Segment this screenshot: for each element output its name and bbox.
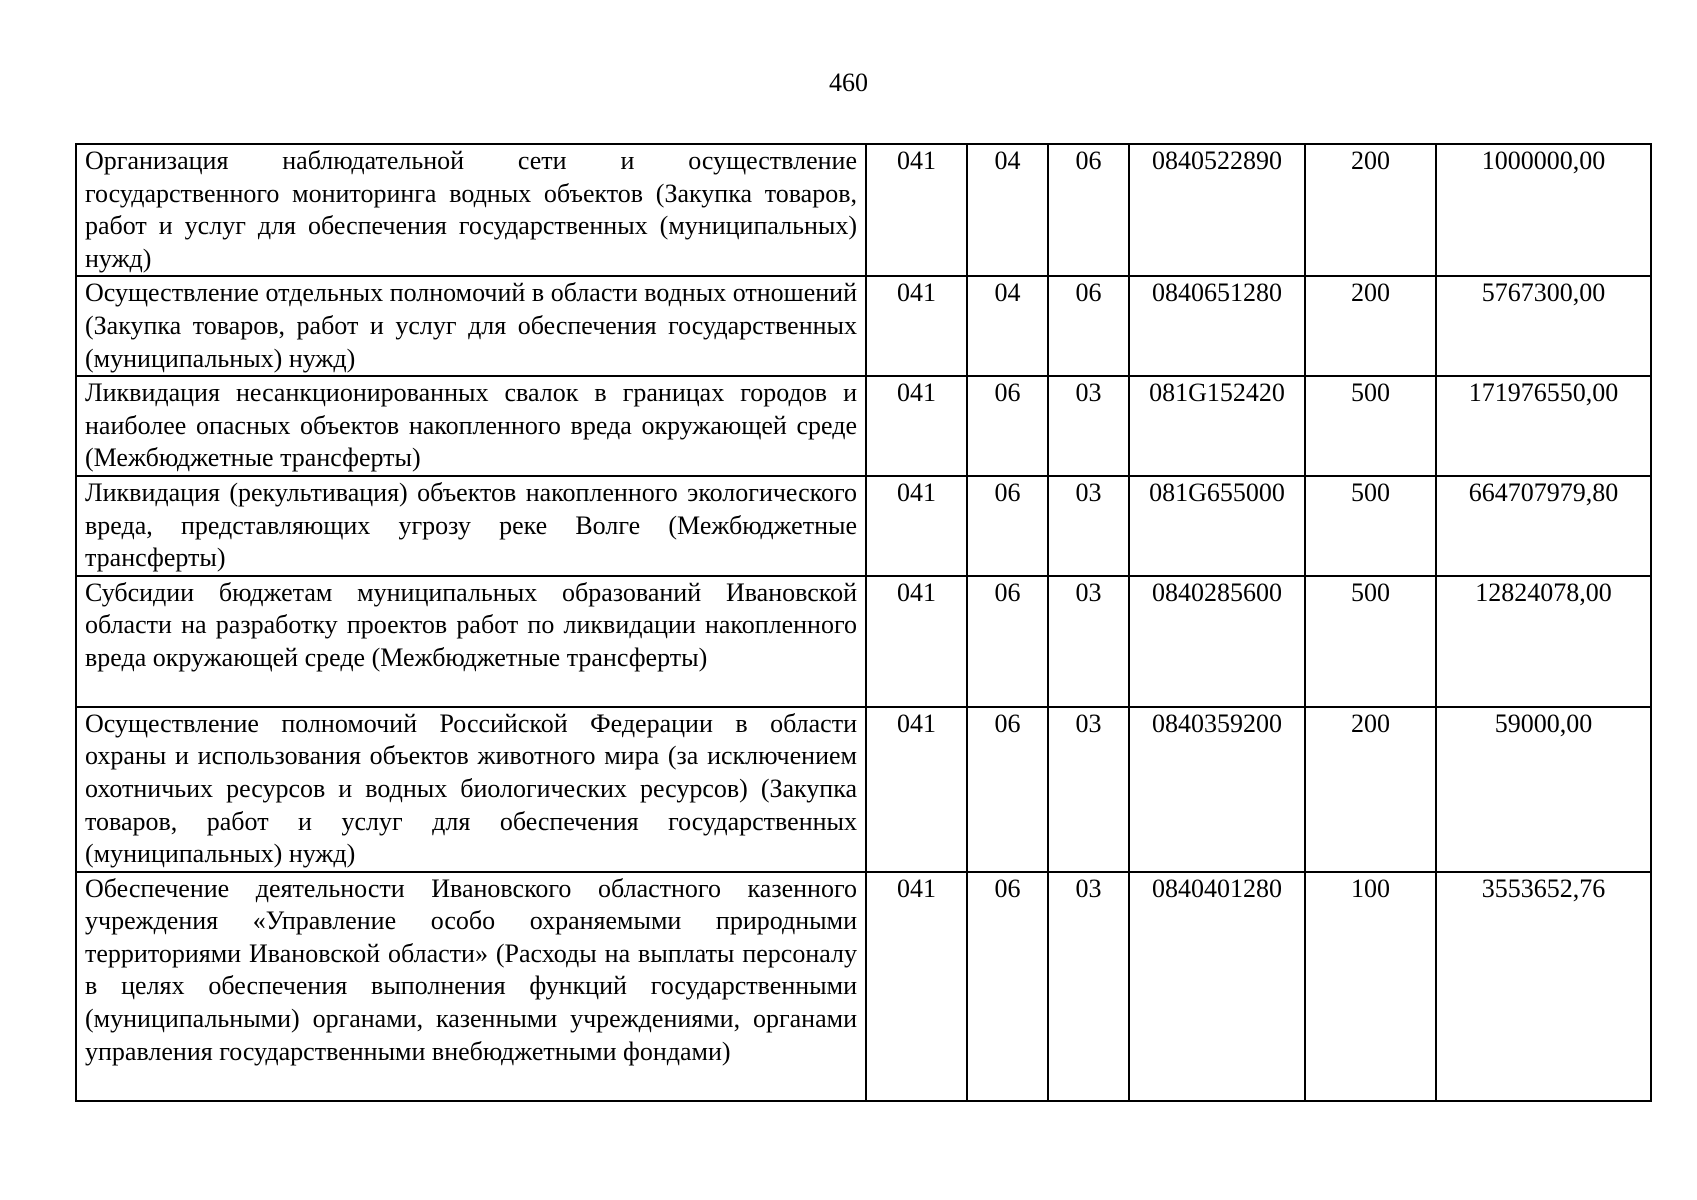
row-subsection-code: 03 bbox=[1048, 707, 1129, 872]
row-dept-code: 041 bbox=[866, 144, 967, 276]
row-subsection-code: 03 bbox=[1048, 376, 1129, 476]
page-number: 460 bbox=[829, 68, 868, 97]
row-section-code: 06 bbox=[967, 576, 1048, 707]
row-description: Организация наблюдательной сети и осуществление государственного мониторинга водных объектов (Закупка товаров, работ и услуг для обеспечения государственных (муниципальных) нужд) bbox=[76, 144, 866, 276]
row-target-code: 0840401280 bbox=[1129, 872, 1305, 1101]
table-row bbox=[76, 872, 1651, 1101]
row-amount: 1000000,00 bbox=[1436, 144, 1651, 276]
row-dept-code: 041 bbox=[866, 476, 967, 576]
row-expense-type: 500 bbox=[1305, 376, 1436, 476]
table-row bbox=[76, 476, 1651, 576]
row-amount: 5767300,00 bbox=[1436, 276, 1651, 376]
row-section-code: 06 bbox=[967, 872, 1048, 1101]
row-dept-code: 041 bbox=[866, 376, 967, 476]
row-dept-code: 041 bbox=[866, 872, 967, 1101]
row-amount: 59000,00 bbox=[1436, 707, 1651, 872]
row-subsection-code: 03 bbox=[1048, 576, 1129, 707]
row-section-code: 06 bbox=[967, 376, 1048, 476]
row-amount: 171976550,00 bbox=[1436, 376, 1651, 476]
row-target-code: 0840359200 bbox=[1129, 707, 1305, 872]
row-subsection-code: 06 bbox=[1048, 276, 1129, 376]
table-row bbox=[76, 144, 1651, 276]
row-dept-code: 041 bbox=[866, 576, 967, 707]
row-description: Осуществление отдельных полномочий в области водных отношений (Закупка товаров, работ и услуг для обеспечения государственных (муниципальных) нужд) bbox=[76, 276, 866, 376]
row-dept-code: 041 bbox=[866, 707, 967, 872]
row-expense-type: 500 bbox=[1305, 576, 1436, 707]
row-amount: 3553652,76 bbox=[1436, 872, 1651, 1101]
row-section-code: 04 bbox=[967, 276, 1048, 376]
row-subsection-code: 03 bbox=[1048, 476, 1129, 576]
row-expense-type: 200 bbox=[1305, 276, 1436, 376]
row-expense-type: 200 bbox=[1305, 144, 1436, 276]
row-target-code: 0840651280 bbox=[1129, 276, 1305, 376]
budget-table bbox=[75, 143, 1652, 1102]
row-description: Ликвидация (рекультивация) объектов накопленного экологического вреда, представляющих угрозу реке Волге (Межбюджетные трансферты) bbox=[76, 476, 866, 576]
row-amount: 12824078,00 bbox=[1436, 576, 1651, 707]
row-target-code: 081G152420 bbox=[1129, 376, 1305, 476]
table-row bbox=[76, 576, 1651, 707]
table-row bbox=[76, 276, 1651, 376]
row-expense-type: 100 bbox=[1305, 872, 1436, 1101]
row-subsection-code: 03 bbox=[1048, 872, 1129, 1101]
row-amount: 664707979,80 bbox=[1436, 476, 1651, 576]
row-section-code: 06 bbox=[967, 707, 1048, 872]
row-subsection-code: 06 bbox=[1048, 144, 1129, 276]
row-expense-type: 200 bbox=[1305, 707, 1436, 872]
row-expense-type: 500 bbox=[1305, 476, 1436, 576]
row-description: Обеспечение деятельности Ивановского областного казенного учреждения «Управление особо охраняемыми природными территориями Ивановской области» (Расходы на выплаты персоналу в целях обеспечения выполнения функций государственными (муниципальными) органами, казенными учреждениями, органами управления государственными внебюджетными фондами) bbox=[76, 872, 866, 1101]
row-dept-code: 041 bbox=[866, 276, 967, 376]
row-target-code: 0840285600 bbox=[1129, 576, 1305, 707]
row-target-code: 0840522890 bbox=[1129, 144, 1305, 276]
table-row bbox=[76, 376, 1651, 476]
row-description: Ликвидация несанкционированных свалок в границах городов и наиболее опасных объектов накопленного вреда окружающей среде (Межбюджетные трансферты) bbox=[76, 376, 866, 476]
table-row bbox=[76, 707, 1651, 872]
row-section-code: 06 bbox=[967, 476, 1048, 576]
row-description: Субсидии бюджетам муниципальных образований Ивановской области на разработку проектов работ по ликвидации накопленного вреда окружающей среде (Межбюджетные трансферты) bbox=[76, 576, 866, 707]
row-target-code: 081G655000 bbox=[1129, 476, 1305, 576]
row-section-code: 04 bbox=[967, 144, 1048, 276]
row-description: Осуществление полномочий Российской Федерации в области охраны и использования объектов животного мира (за исключением охотничьих ресурсов и водных биологических ресурсов) (Закупка товаров, работ и услуг для обеспечения государственных (муниципальных) нужд) bbox=[76, 707, 866, 872]
